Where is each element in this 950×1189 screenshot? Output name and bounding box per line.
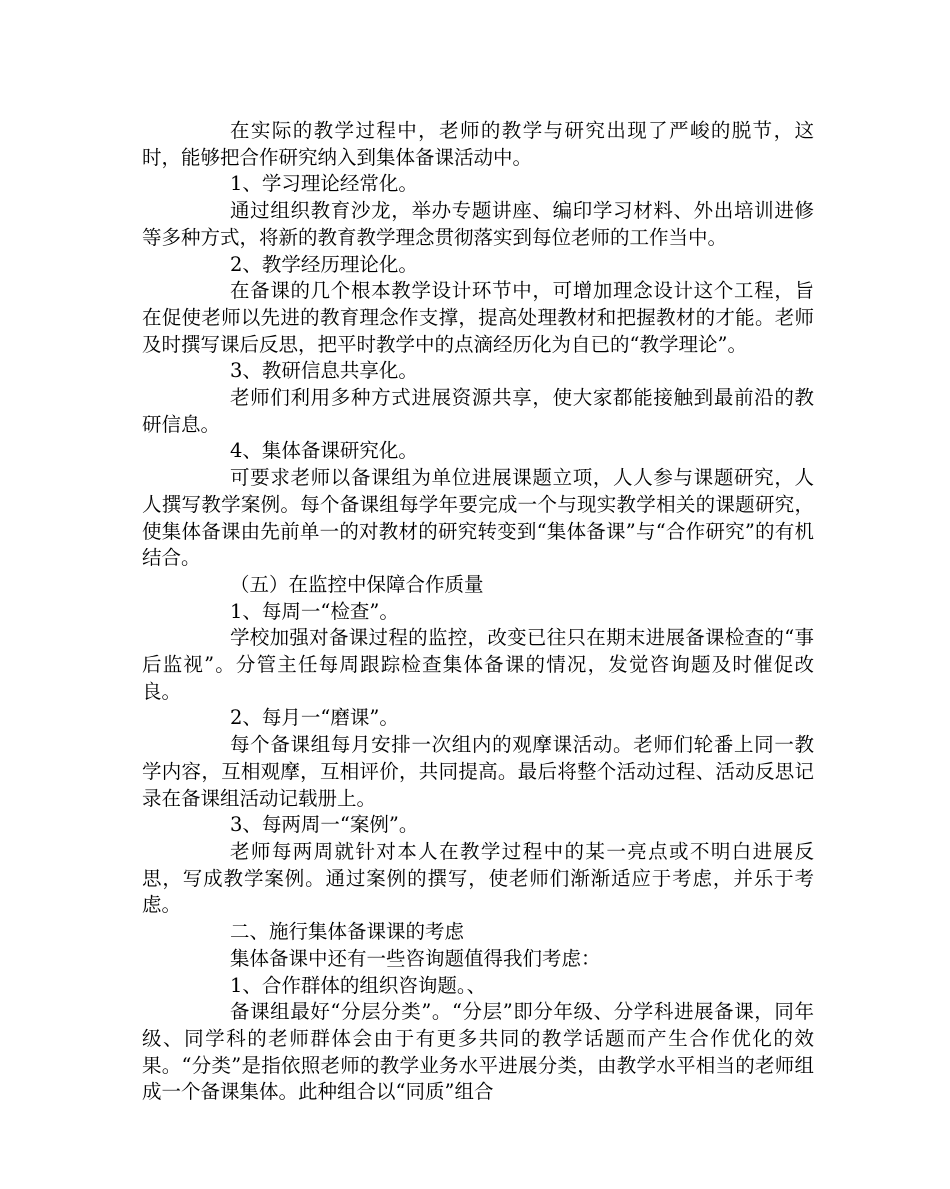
paragraph-research: 可要求老师以备课组为单位进展课题立项，人人参与课题研究，人人撰写教学案例。每个备课组每学年要完成一个与现实教学相关的课题研究，使集体备课由先前单一的对教材的研究转变到“集体备课”与“合作研究”的有机结合。 [142,466,814,570]
item-heading-theory: 1、学习理论经常化。 [230,172,418,196]
paragraph-experience: 在备课的几个根本教学设计环节中，可增加理念设计这个工程，旨在促使老师以先进的教育理念作支撑，提高处理教材和把握教材的才能。老师及时撰写课后反思，把平时教学中的点滴经历化为自已的“教学理论”。 [142,279,814,356]
paragraph-biweekly: 老师每两周就针对本人在教学过程中的某一亮点或不明白进展反思，写成教学案例。通过案例的撰写，使老师们渐渐适应于考虑，并乐于考虑。 [142,839,814,917]
paragraph-theory: 通过组织教育沙龙，举办专题讲座、编印学习材料、外出培训进修等多种方式，将新的教育教学理念贯彻落实到每位老师的工作当中。 [142,199,814,249]
section-heading-quality: （五）在监控中保障合作质量 [230,572,484,596]
item-heading-biweekly: 3、每两周一“案例”。 [230,813,419,837]
item-heading-group: 1、合作群体的组织咨询题。、 [230,973,487,997]
item-heading-monthly: 2、每月一“磨课”。 [230,706,399,730]
section-heading-reflection: 二、施行集体备课课的考虑 [230,920,465,944]
document-body [142,118,814,1106]
paragraph-monthly: 每个备课组每月安排一次组内的观摩课活动。老师们轮番上同一教学内容，互相观摩，互相评价，共同提高。最后将整个活动过程、活动反思记录在备课组活动记载册上。 [142,733,814,810]
item-heading-weekly: 1、每周一“检查”。 [230,599,399,623]
paragraph-sharing: 老师们利用多种方式进展资源共享，使大家都能接触到最前沿的教研信息。 [142,386,814,436]
item-heading-experience: 2、教学经历理论化。 [230,252,418,276]
item-heading-research: 4、集体备课研究化。 [230,439,418,463]
paragraph-reflection-intro: 集体备课中还有一些咨询题值得我们考虑： [230,946,601,970]
paragraph-weekly: 学校加强对备课过程的监控，改变已往只在期末进展备课检查的“事后监视”。分管主任每周跟踪检查集体备课的情况，发觉咨询题及时催促改良。 [142,626,814,703]
paragraph-group: 备课组最好“分层分类”。“分层”即分年级、分学科进展备课，同年级、同学科的老师群体会由于有更多共同的教学话题而产生合作优化的效果。“分类”是指依照老师的教学业务水平进展分类，由教学水平相当的老师组成一个备课集体。此种组合以“同质”组合 [142,1000,814,1104]
paragraph-intro: 在实际的教学过程中，老师的教学与研究出现了严峻的脱节，这时，能够把合作研究纳入到集体备课活动中。 [142,119,814,169]
item-heading-sharing: 3、教研信息共享化。 [230,359,418,383]
